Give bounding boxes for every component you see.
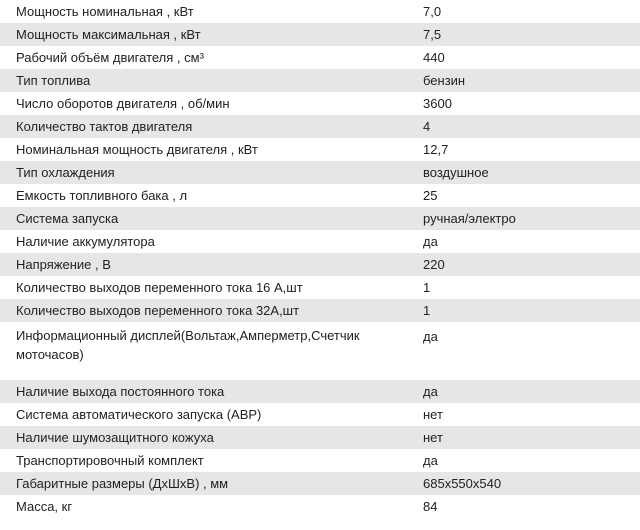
spec-row	[0, 495, 640, 518]
spec-value: 685х550х540	[423, 476, 502, 491]
spec-name: Мощность максимальная , кВт	[16, 27, 201, 42]
spec-value: 1	[423, 303, 431, 318]
spec-value: 12,7	[423, 142, 449, 157]
spec-row	[0, 380, 640, 403]
spec-name: Система автоматического запуска (АВР)	[16, 407, 262, 422]
spec-value: да	[423, 453, 438, 468]
spec-row	[0, 426, 640, 449]
spec-row	[0, 449, 640, 472]
spec-row	[0, 230, 640, 253]
spec-name: Напряжение , В	[16, 257, 111, 272]
spec-name: Количество выходов переменного тока 32А,шт	[16, 303, 300, 318]
spec-name: Масса, кг	[16, 499, 73, 514]
spec-row	[0, 253, 640, 276]
spec-name: Информационный дисплей(Вольтаж,Амперметр,Счетчик моточасов)	[16, 328, 360, 362]
spec-value: нет	[423, 430, 443, 445]
spec-value: бензин	[423, 73, 466, 88]
spec-name: Наличие выхода постоянного тока	[16, 384, 225, 399]
spec-row	[0, 0, 640, 23]
spec-value: 3600	[423, 96, 452, 111]
spec-row	[0, 276, 640, 299]
spec-value: да	[423, 384, 438, 399]
spec-name: Количество тактов двигателя	[16, 119, 193, 134]
spec-row	[0, 161, 640, 184]
spec-row	[0, 115, 640, 138]
spec-row	[0, 322, 640, 380]
spec-value: 7,5	[423, 27, 442, 42]
spec-name: Наличие шумозащитного кожуха	[16, 430, 214, 445]
spec-row	[0, 299, 640, 322]
spec-value: 4	[423, 119, 431, 134]
spec-row	[0, 69, 640, 92]
spec-row	[0, 23, 640, 46]
spec-row	[0, 403, 640, 426]
spec-name: Тип топлива	[16, 73, 91, 88]
spec-row	[0, 46, 640, 69]
spec-row	[0, 138, 640, 161]
spec-value: воздушное	[423, 165, 489, 180]
spec-name: Мощность номинальная , кВт	[16, 4, 194, 19]
spec-value: нет	[423, 407, 443, 422]
spec-value: 220	[423, 257, 445, 272]
spec-value: 1	[423, 280, 431, 295]
spec-name: Система запуска	[16, 211, 119, 226]
spec-row	[0, 472, 640, 495]
spec-name: Тип охлаждения	[16, 165, 115, 180]
spec-name: Номинальная мощность двигателя , кВт	[16, 142, 258, 157]
spec-row	[0, 92, 640, 115]
spec-value: ручная/электро	[423, 211, 516, 226]
spec-row	[0, 184, 640, 207]
spec-value: 84	[423, 499, 438, 514]
spec-row	[0, 207, 640, 230]
spec-value: да	[423, 329, 438, 344]
spec-value: 7,0	[423, 4, 442, 19]
spec-name: Количество выходов переменного тока 16 А,шт	[16, 280, 303, 295]
spec-value: 440	[423, 50, 445, 65]
spec-name: Число оборотов двигателя , об/мин	[16, 96, 230, 111]
spec-value: 25	[423, 188, 438, 203]
spec-value: да	[423, 234, 438, 249]
spec-name: Наличие аккумулятора	[16, 234, 155, 249]
spec-name: Транспортировочный комплект	[16, 453, 204, 468]
spec-name: Рабочий объём двигателя , см³	[16, 50, 204, 65]
spec-name: Емкость топливного бака , л	[16, 188, 188, 203]
spec-name: Габаритные размеры (ДхШхВ) , мм	[16, 476, 229, 491]
